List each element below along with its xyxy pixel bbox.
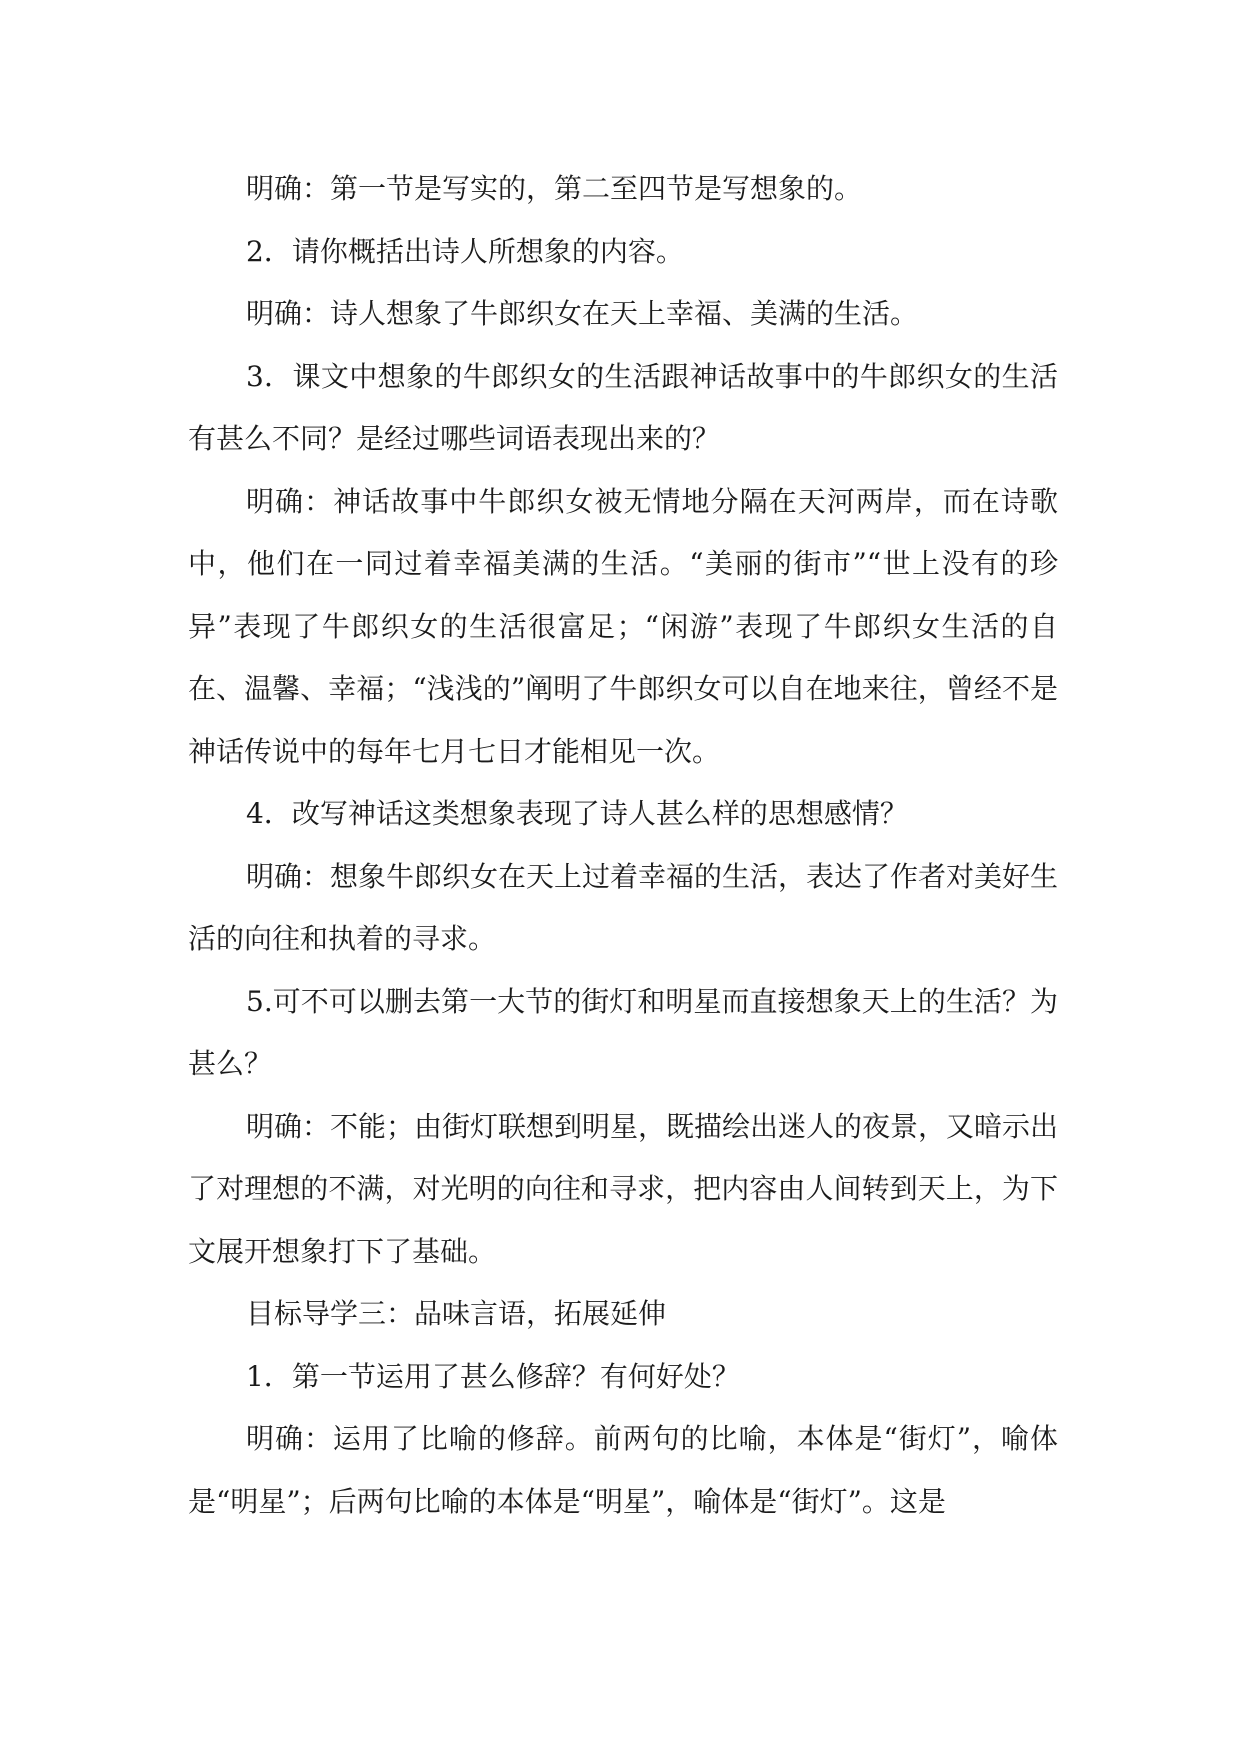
paragraph-7: 明确：想象牛郎织女在天上过着幸福的生活，表达了作者对美好生活的向往和执着的寻求。 (188, 859, 1059, 955)
paragraph-9: 明确：不能；由街灯联想到明星，既描绘出迷人的夜景，又暗示出了对理想的不满，对光明的向往和寻求，把内容由人间转到天上，为下文展开想象打下了基础。 (188, 1109, 1059, 1268)
paragraph-1: 明确：第一节是写实的，第二至四节是写想象的。 (246, 172, 863, 205)
paragraph-3: 明确：诗人想象了牛郎织女在天上幸福、美满的生活。 (246, 297, 919, 330)
paragraph-4: 3．课文中想象的牛郎织女的生活跟神话故事中的牛郎织女的生活有甚么不同？是经过哪些词语表现出来的？ (188, 359, 1058, 455)
paragraph-11: 1．第一节运用了甚么修辞？有何好处？ (246, 1359, 740, 1393)
document-page (188, 158, 1058, 1533)
paragraph-5: 明确：神话故事中牛郎织女被无情地分隔在天河两岸，而在诗歌中，他们在一同过着幸福美满的生活。“美丽的街市”“世上没有的珍异”表现了牛郎织女的生活很富足；“闲游”表现了牛郎织女生活的自在、温馨、幸福；“浅浅的”阐明了牛郎织女可以自在地来往，曾经不是神话传说中的每年七月七日才能相见一次。 (188, 484, 1058, 768)
paragraph-8: 5.可不可以删去第一大节的街灯和明星而直接想象天上的生活？为甚么？ (188, 984, 1058, 1080)
paragraph-6: 4．改写神话这类想象表现了诗人甚么样的思想感情？ (246, 797, 908, 830)
paragraph-2: 2．请你概括出诗人所想象的内容。 (246, 234, 684, 268)
paragraph-12: 明确：运用了比喻的修辞。前两句的比喻，本体是“街灯”，喻体是“明星”；后两句比喻的本体是“明星”，喻体是“街灯”。这是 (188, 1422, 1058, 1518)
section-heading: 目标导学三：品味言语，拓展延伸 (246, 1297, 667, 1330)
